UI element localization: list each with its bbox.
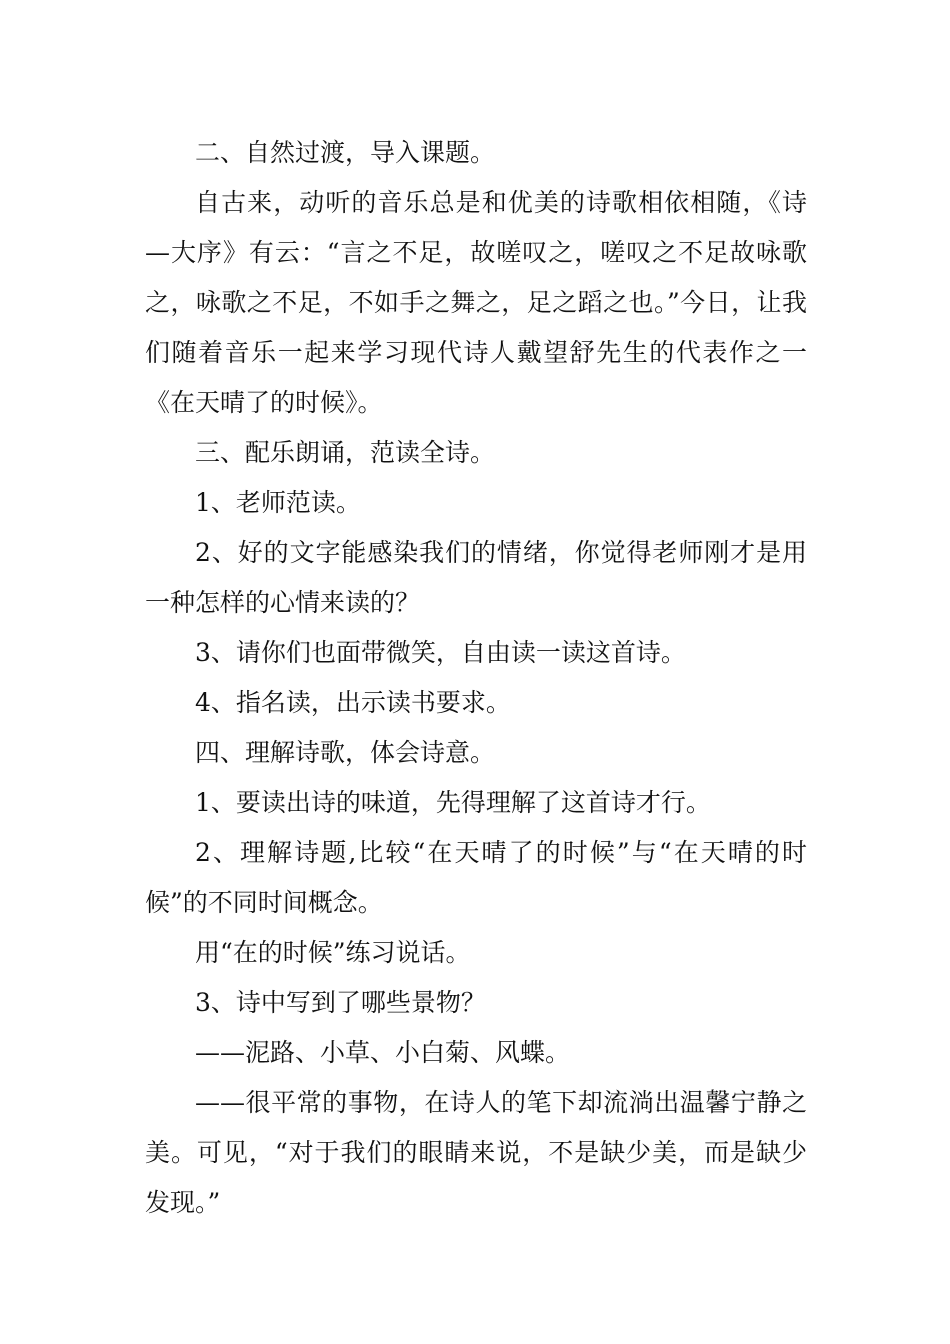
list-item: 3、诗中写到了哪些景物？ <box>195 988 486 1017</box>
list-item: 3、请你们也面带微笑，自由读一读这首诗。 <box>195 638 686 667</box>
practice-line: 用“在的时候”练习说话。 <box>195 938 471 967</box>
section-heading-understanding: 四、理解诗歌，体会诗意。 <box>195 738 496 767</box>
list-item: 4、指名读，出示读书要求。 <box>195 688 511 717</box>
answer-line: ——泥路、小草、小白菊、风蝶。 <box>195 1038 571 1067</box>
list-item: 2、好的文字能感染我们的情绪，你觉得老师刚才是用一种怎样的心情来读的？ <box>145 538 807 617</box>
answer-line: ——很平常的事物，在诗人的笔下却流淌出温馨宁静之美。可见，“对于我们的眼睛来说，不是缺少美，而是缺少发现。” <box>145 1088 807 1217</box>
list-item: 1、老师范读。 <box>195 488 361 517</box>
document-body <box>145 128 807 1228</box>
section-heading-transition: 二、自然过渡，导入课题。 <box>195 138 496 167</box>
list-item: 2、理解诗题,比较“在天晴了的时候”与“在天晴的时候”的不同时间概念。 <box>145 838 807 917</box>
section-heading-recital: 三、配乐朗诵，范读全诗。 <box>195 438 496 467</box>
intro-paragraph: 自古来，动听的音乐总是和优美的诗歌相依相随，《诗—大序》有云：“言之不足，故嗟叹之，嗟叹之不足故咏歌之，咏歌之不足，不如手之舞之，足之蹈之也。”今日，让我们随着音乐一起来学习现代诗人戴望舒先生的代表作之一《在天晴了的时候》。 <box>145 188 807 417</box>
list-item: 1、要读出诗的味道，先得理解了这首诗才行。 <box>195 788 711 817</box>
